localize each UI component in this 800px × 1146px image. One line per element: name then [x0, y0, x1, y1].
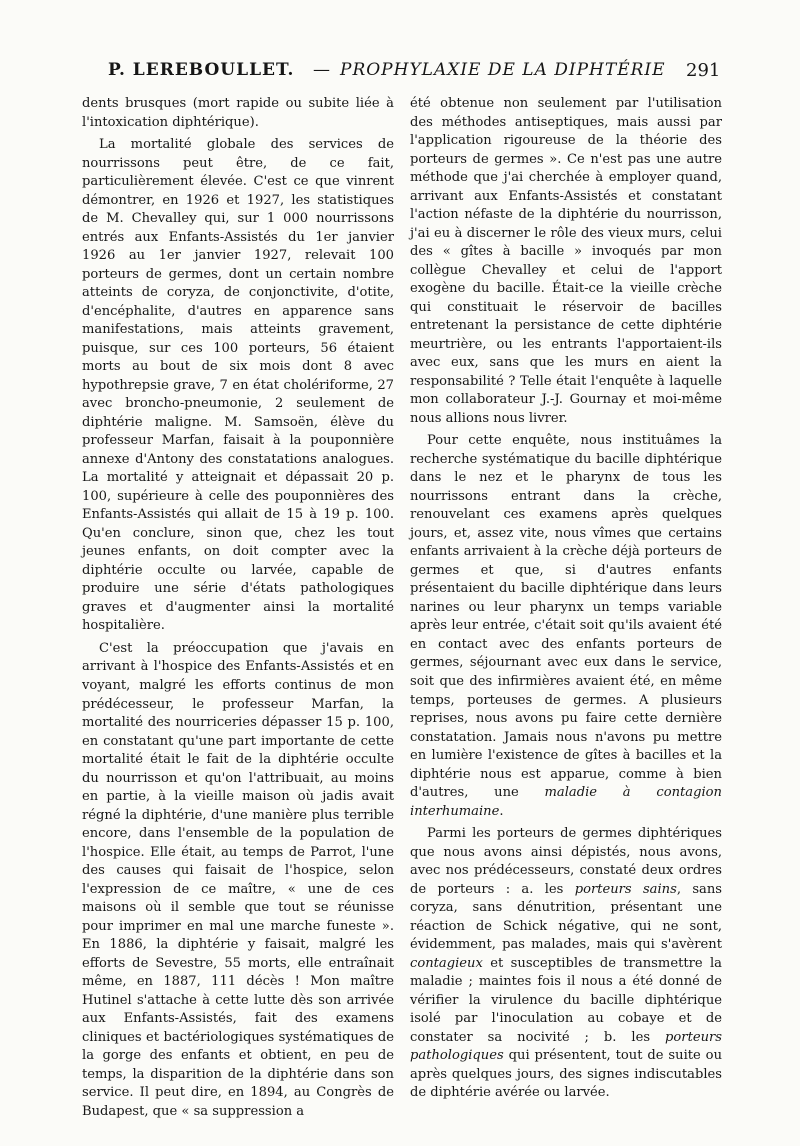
- italic-term: porteurs sains: [574, 881, 677, 897]
- paragraph: été obtenue non seulement par l'utilisation des méthodes antiseptiques, mais aussi par l'application rigoureuse de la théorie des porteurs de germes ». Ce n'est pas une autre méthode que j'ai cherchée à employer quand, arrivant aux Enfants-Assistés et constatant l'action néfaste de la diphtérie du nourrisson, j'ai eu à discerner le rôle des vieux murs, celui des « gîtes à bacille » invoqués par mon collègue Chevalley et celui de l'apport exogène du bacille. Était-ce la vieille crèche qui constituait le réservoir de bacilles entretenant la persistance de cette diphtérie meurtrière, ou les entrants l'apportaient-ils avec eux, sans que les murs en aient la responsabilité ? Telle était l'enquête à laquelle mon collaborateur J.-J. Gournay et moi-même nous allions nous livrer.: [410, 96, 722, 426]
- paragraph: dents brusques (mort rapide ou subite liée à l'intoxication diphtérique).: [82, 96, 394, 130]
- paragraph: [410, 825, 722, 1103]
- left-column: [82, 95, 394, 1121]
- right-column: [410, 95, 722, 1103]
- paragraph-text: Pour cette enquête, nous instituâmes la recherche systématique du bacille diphtérique dans le nez et le pharynx de tous les nourrissons entrant dans la crèche, renouvelant ces examens après quelques jours, et, assez vite, nous vîmes que certains enfants arrivaient à la crèche déjà porteurs de germes et que, si d'autres enfants présentaient du bacille diphtérique dans leurs narines ou leur pharynx un temps variable après leur entrée, c'était soit qu'ils avaient été en contact avec des enfants porteurs de germes, séjournant avec eux dans le service, soit que des infirmières avaient été, en même temps, porteuses de germes. A plusieurs reprises, nous avons pu faire cette dernière constatation. Jamais nous n'avons pu mettre en lumière l'existence de gîtes à bacilles et la diphtérie nous est apparue, comme à bien d'autres, une: [410, 433, 722, 801]
- paragraph-text: qui présentent, tout de suite ou après quelques jours, des signes indiscutables de diphtérie avérée ou larvée.: [410, 1048, 722, 1101]
- italic-term: maladie à contagion interhumaine: [410, 785, 722, 819]
- page-number: 291: [686, 60, 721, 81]
- paragraph: La mortalité globale des services de nourrissons peut être, de ce fait, particulièrement élevée. C'est ce que vinrent démontrer, en 1926 et 1927, les statistiques de M. Chevalley qui, sur 1 000 nourrissons entrés aux Enfants-Assistés du 1er janvier 1926 au 1er janvier 1927, relevait 100 porteurs de germes, dont un certain nombre atteints de coryza, de conjonctivite, d'otite, d'encéphalite, d'autres en apparence sans manifestations, mais atteints gravement, puisque, sur ces 100 porteurs, 56 étaient morts au bout de six mois dont 8 avec hypothrepsie grave, 7 en état cholériforme, 27 avec broncho-pneumonie, 2 seulement de diphtérie maligne. M. Samsoën, élève du professeur Marfan, faisait à la pouponnière annexe d'Antony des constatations analogues. La mortalité y atteignait et dépassait 20 p. 100, supérieure à celle des pouponnières des Enfants-Assistés qui allait de 15 à 19 p. 100. Qu'en conclure, sinon que, chez les tout jeunes enfants, on doit compter avec la diphtérie occulte ou larvée, capable de produire une série d'états pathologiques graves et d'augmenter ainsi la mortalité hospitalière.: [82, 137, 394, 634]
- header-dash: —: [313, 60, 330, 80]
- header-title: PROPHYLAXIE DE LA DIPHTÉRIE: [340, 60, 666, 80]
- paragraph: C'est la préoccupation que j'avais en arrivant à l'hospice des Enfants-Assistés et en voyant, malgré les efforts continus de mon prédécesseur, le professeur Marfan, la mortalité des nourriceries dépasser 15 p. 100, en constatant qu'une part importante de cette mortalité était le fait de la diphtérie occulte du nourrisson et qu'on l'attribuait, au moins en partie, à la vieille maison où jadis avait régné la diphtérie, d'une manière plus terrible encore, dans l'ensemble de la population de l'hospice. Elle était, au temps de Parrot, l'une des causes qui faisait de l'hospice, selon l'expression de ce maître, « une de ces maisons où il semble que tout se réunisse pour imprimer en mal une marche funeste ». En 1886, la diphtérie y faisait, malgré les efforts de Sevestre, 55 morts, elle entraînait même, en 1887, 111 décès ! Mon maître Hutinel s'attache à cette lutte dès son arrivée aux Enfants-Assistés, fait des examens cliniques et bactériologiques systématiques de la gorge des enfants et obtient, en peu de temps, la disparition de la diphtérie dans son service. Il peut dire, en 1894, au Congrès de Budapest, que « sa suppression a: [82, 640, 394, 1119]
- paragraph-text: , sans coryza, sans dénutrition, présentant une réaction de Schick négative, qui ne sont, évidemment, pas malades, mais qui s'avèrent: [410, 881, 722, 953]
- paragraph-text: Parmi les porteurs de germes diphtériques que nous avons ainsi dépistés, nous avons, avec nos prédécesseurs, constaté deux ordres de porteurs : a. les: [410, 826, 722, 897]
- paragraph: Pour cette enquête, nous instituâmes la recherche systématique du bacille diphtérique dans le nez et le pharynx de tous les nourrissons entrant dans la crèche, renouvelant ces examens après quelques jours, et, assez vite, nous vîmes que certains enfants arrivaient à la crèche déjà porteurs de germes et que, si d'autres enfants présentaient du bacille diphtérique dans leurs narines ou leur pharynx un temps variable après leur entrée, c'était soit qu'ils avaient été en contact avec des enfants porteurs de germes, séjournant avec eux dans le service, soit que des infirmières avaient été, en même temps, porteuses de germes. A plusieurs reprises, nous avons pu faire cette dernière constatation. Jamais nous n'avons pu mettre en lumière l'existence de gîtes à bacilles et la diphtérie nous est apparue, comme à bien d'autres, une maladie à contagion interhumaine.: [410, 433, 722, 819]
- italic-term: porteurs pathologiques: [410, 1029, 722, 1064]
- italic-term: contagieux: [410, 955, 483, 971]
- paragraph-text: et susceptibles de transmettre la maladie ; maintes fois il nous a été donné de vérifier la virulence du bacille diphtérique isolé par l'inoculation au cobaye et de constater sa nocivité ; b. les: [410, 955, 722, 1045]
- header-author: P. LEREBOULLET.: [108, 60, 295, 80]
